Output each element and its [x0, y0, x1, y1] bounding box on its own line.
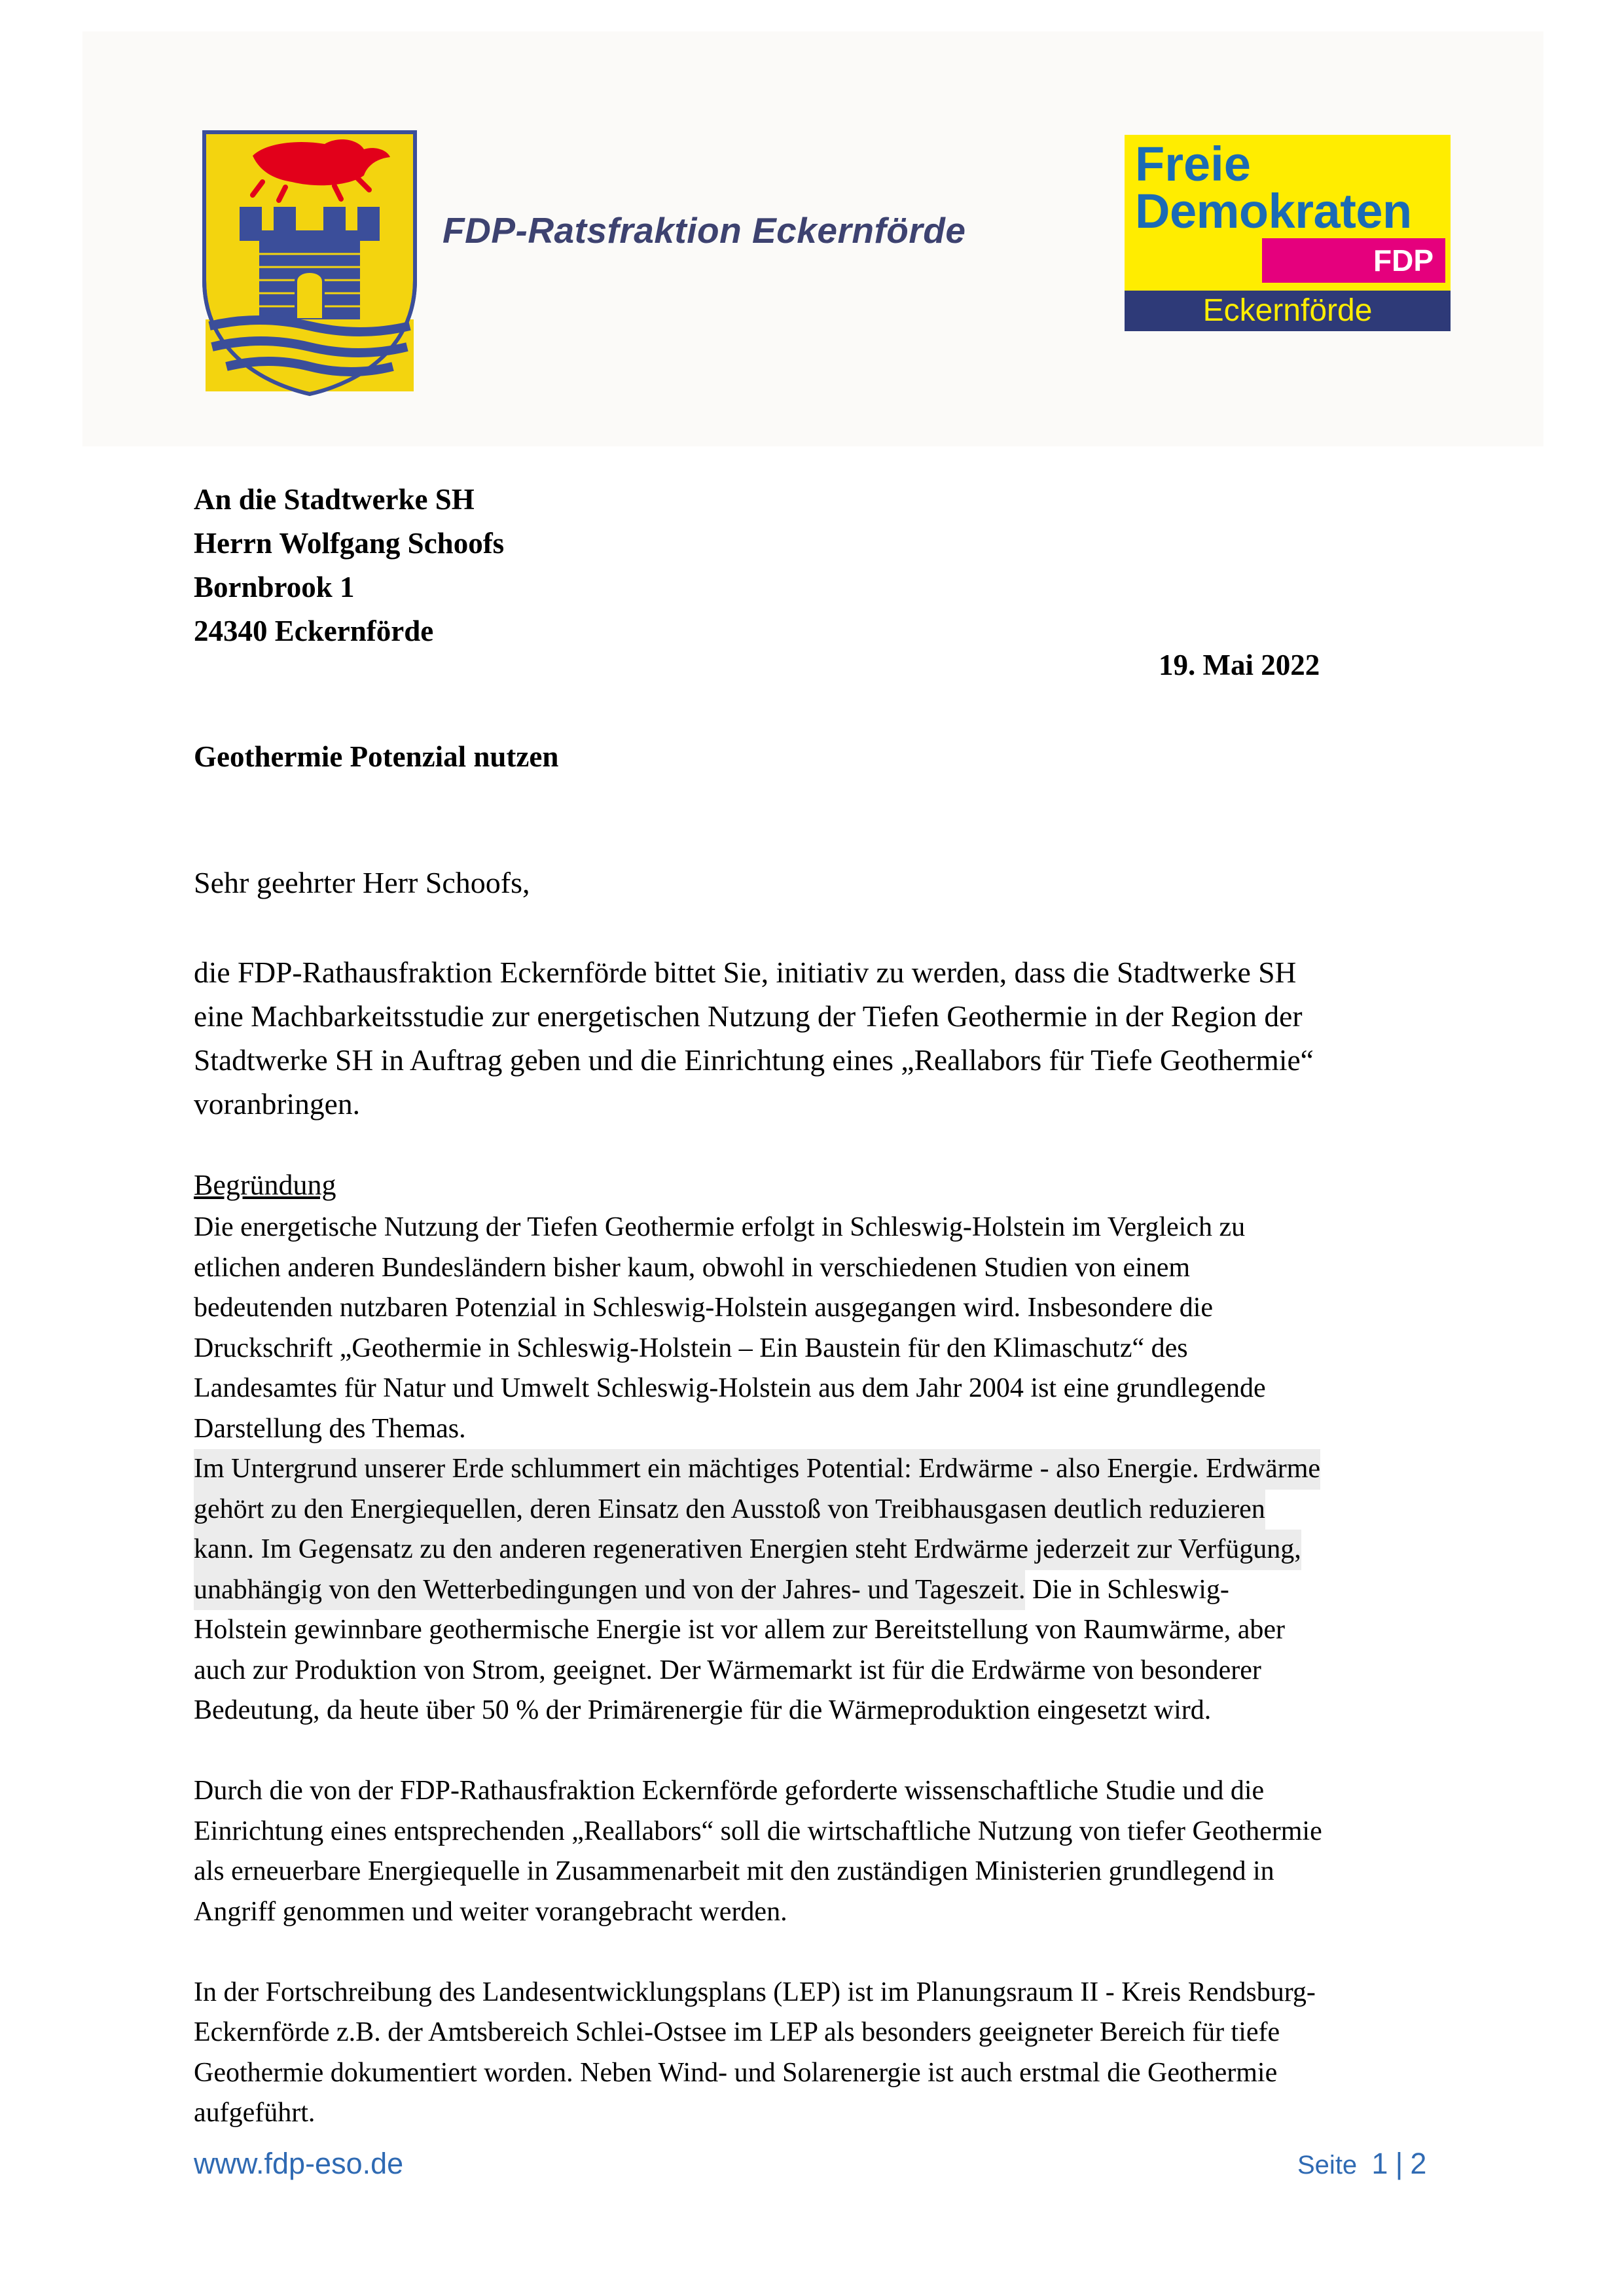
- logo-party-bar: FDP: [1262, 238, 1445, 283]
- fdp-logo: [1125, 135, 1451, 331]
- highlighted-text: Im Untergrund unserer Erde schlummert ein mächtiges Potential: Erdwärme - also Energie. Erdwärme: [194, 1449, 1320, 1490]
- text-line: die FDP-Rathausfraktion Eckernförde bittet Sie, initiativ zu werden, dass die Stadtwerke SH: [194, 956, 1297, 989]
- address-line: 24340 Eckernförde: [194, 615, 434, 647]
- page-current: 1: [1371, 2147, 1388, 2180]
- highlighted-text: kann. Im Gegensatz zu den anderen regenerativen Energien steht Erdwärme jederzeit zur Verfügung,: [194, 1530, 1301, 1570]
- text-line: als erneuerbare Energiequelle in Zusammenarbeit mit den zuständigen Ministerien grundlegend in: [194, 1856, 1274, 1886]
- text-line: Eckernförde z.B. der Amtsbereich Schlei-Ostsee im LEP als besonders geeigneter Bereich für tiefe: [194, 2017, 1280, 2047]
- text-line: Stadtwerke SH in Auftrag geben und die Einrichtung eines „Reallabors für Tiefe Geothermie“: [194, 1043, 1314, 1077]
- page-total: 2: [1410, 2147, 1427, 2180]
- text-line: Druckschrift „Geothermie in Schleswig-Holstein – Ein Baustein für den Klimaschutz“ des: [194, 1333, 1188, 1363]
- text-line: eine Machbarkeitsstudie zur energetischen Nutzung der Tiefen Geothermie in der Region der: [194, 999, 1303, 1033]
- fraktion-title: FDP-Ratsfraktion Eckernförde: [442, 210, 966, 251]
- text-line: Darstellung des Themas.: [194, 1413, 466, 1444]
- logo-word-demokraten: Demokraten: [1135, 184, 1412, 238]
- text-line: Angriff genommen und weiter vorangebracht werden.: [194, 1896, 787, 1927]
- highlighted-line: [194, 1449, 1322, 1490]
- highlighted-text: gehört zu den Energiequellen, deren Einsatz den Ausstoß von Treibhausgasen deutlich reduzieren: [194, 1490, 1265, 1530]
- recipient-address: [194, 478, 504, 653]
- address-line: Bornbrook 1: [194, 571, 355, 603]
- text-line: In der Fortschreibung des Landesentwicklungsplans (LEP) ist im Planungsraum II - Kreis Rendsburg-: [194, 1977, 1316, 2007]
- highlighted-line: [194, 1530, 1322, 1570]
- logo-word-freie: Freie: [1135, 137, 1251, 191]
- salutation: Sehr geehrter Herr Schoofs,: [194, 866, 530, 899]
- text-line: voranbringen.: [194, 1087, 360, 1121]
- text-line: bedeutenden nutzbaren Potenzial in Schleswig-Holstein ausgegangen wird. Insbesondere die: [194, 1293, 1214, 1323]
- text-line: Durch die von der FDP-Rathausfraktion Eckernförde geforderte wissenschaftliche Studie und die: [194, 1776, 1265, 1806]
- footer-website-link[interactable]: www.fdp-eso.de: [194, 2147, 404, 2180]
- text-fragment: Die in Schleswig-: [1025, 1574, 1229, 1605]
- text-line: Holstein gewinnbare geothermische Energie ist vor allem zur Bereitstellung von Raumwärme, aber: [194, 1615, 1286, 1645]
- intro-paragraph: [194, 950, 1314, 1126]
- text-line: Landesamtes für Natur und Umwelt Schleswig-Holstein aus dem Jahr 2004 ist eine grundlegende: [194, 1373, 1266, 1403]
- letter-date: 19. Mai 2022: [1159, 649, 1320, 681]
- highlighted-line: [194, 1570, 1322, 1611]
- highlighted-line: [194, 1490, 1322, 1530]
- text-line: Geothermie dokumentiert worden. Neben Wind- und Solarenergie ist auch erstmal die Geothermie: [194, 2057, 1278, 2088]
- address-line: An die Stadtwerke SH: [194, 483, 475, 516]
- text-line: etlichen anderen Bundesländern bisher kaum, obwohl in verschiedenen Studien von einem: [194, 1252, 1191, 1283]
- footer-page-number: [1297, 2147, 1426, 2181]
- begruendung-body: [194, 1208, 1322, 2134]
- text-line: Bedeutung, da heute über 50 % der Primärenergie für die Wärmeproduktion eingesetzt wird.: [194, 1695, 1212, 1725]
- page-separator: |: [1395, 2147, 1403, 2180]
- text-line: Einrichtung eines entsprechenden „Reallabors“ soll die wirtschaftliche Nutzung von tiefer Geothermie: [194, 1816, 1322, 1846]
- eckernfoerde-coat-of-arms-icon: [200, 130, 419, 397]
- text-line: Die energetische Nutzung der Tiefen Geothermie erfolgt in Schleswig-Holstein im Vergleich zu: [194, 1212, 1246, 1242]
- letter-subject: Geothermie Potenzial nutzen: [194, 740, 559, 773]
- logo-city-bar: Eckernförde: [1125, 291, 1451, 331]
- address-line: Herrn Wolfgang Schoofs: [194, 527, 505, 560]
- section-heading-begruendung: Begründung: [194, 1169, 336, 1201]
- text-line: aufgeführt.: [194, 2098, 316, 2128]
- page-label: Seite: [1297, 2151, 1358, 2179]
- highlighted-text: unabhängig von den Wetterbedingungen und von der Jahres- und Tageszeit.: [194, 1570, 1025, 1611]
- text-line: auch zur Produktion von Strom, geeignet. Der Wärmemarkt ist für die Erdwärme von besonderer: [194, 1655, 1261, 1685]
